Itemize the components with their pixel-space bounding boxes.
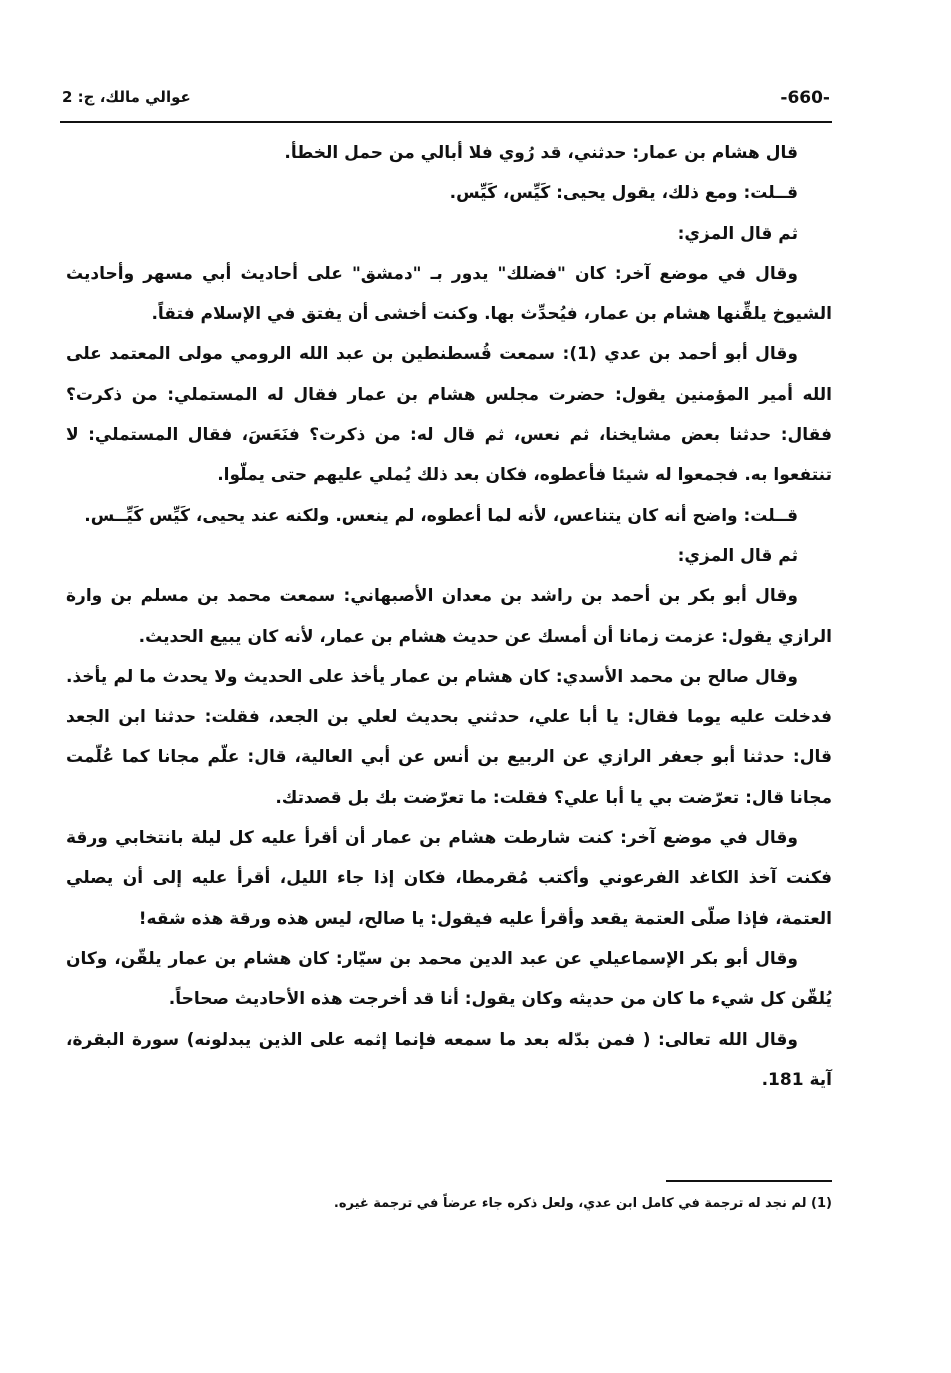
paragraph: قــلت: واضح أنه كان يتناعس، لأنه لما أعطوه، لم ينعس. ولكنه عند يحيى، كَيِّس كَيِّــس. xyxy=(84,505,798,526)
paragraph: قــلت: ومع ذلك، يقول يحيى: كَيِّس، كَيِّس. xyxy=(449,183,798,204)
footnote-divider xyxy=(666,1180,832,1182)
header-divider xyxy=(60,121,832,123)
paragraph: وقال أبو بكر بن أحمد بن راشد بن معدان الأصبهاني: سمعت محمد بن مسلم بن وارة الرازي يقول: عزمت زمانا أن أمسك عن حديث هشام بن عمار، لأنه كان يبيع الحديث. xyxy=(66,586,832,647)
section-heading: ثم قال المزي: xyxy=(677,223,798,244)
page-header xyxy=(62,88,830,118)
paragraph: وقال أبو بكر الإسماعيلي عن عبد الدين محمد بن سيّار: كان هشام بن عمار يلقّن، وكان يُلقّن كل شيء ما كان من حديثه وكان يقول: أنا قد أخرجت هذه الأحاديث صحاحاً. xyxy=(66,948,832,1010)
page-number: -660- xyxy=(780,88,830,108)
main-text xyxy=(66,133,832,1100)
running-title: عوالي مالك، ج: 2 xyxy=(62,88,191,106)
paragraph: وقال صالح بن محمد الأسدي: كان هشام بن عمار يأخذ على الحديث ولا يحدث ما لم يأخذ. فدخلت عليه يوما فقال: يا أبا علي، حدثني بحديث لعلي بن الجعد، فقلت: حدثنا ابن الجعد قال: حدثنا أبو جعفر الرازي عن الربيع بن أنس عن أبي العالية، قال: علّم مجانا كما عُلّمت مجانا قال: تعرّضت بي يا أبا علي؟ فقلت: ما تعرّضت بك بل قصدتك. xyxy=(66,666,832,808)
section-heading: ثم قال المزي: xyxy=(677,545,798,566)
paragraph: قال هشام بن عمار: حدثني، قد رُوي فلا أبالي من حمل الخطأ. xyxy=(284,143,798,163)
footnote: (1) لم نجد له ترجمة في كامل ابن عدي، ولعل ذكره جاء عرضاً في ترجمة غيره. xyxy=(333,1196,832,1211)
paragraph: وقال الله تعالى: ( فمن بدّله بعد ما سمعه فإنما إثمه على الذين يبدلونه) سورة البقرة، آية 181. xyxy=(66,1029,832,1090)
paragraph: وقال في موضع آخر: كان "فضلك" يدور بـ "دمشق" على أحاديث أبي مسهر وأحاديث الشيوخ يلقِّنها هشام بن عمار، فيُحدِّث بها. وكنت أخشى أن يفتق في الإسلام فتقاً. xyxy=(66,263,832,325)
paragraph: وقال أبو أحمد بن عدي (1): سمعت قُسطنطين بن عبد الله الرومي مولى المعتمد على الله أمير المؤمنين يقول: حضرت مجلس هشام بن عمار فقال له المستملي: من ذكرت؟ فقال: حدثنا بعض مشايخنا، ثم نعس، ثم قال له: من ذكرت؟ فنَعَسَ، فقال المستملي: لا تنتفعوا به. فجمعوا له شيئا فأعطوه، فكان بعد ذلك يُملي عليهم حتى يملّوا. xyxy=(66,344,832,486)
paragraph: وقال في موضع آخر: كنت شارطت هشام بن عمار أن أقرأ عليه كل ليلة بانتخابي ورقة فكنت آخذ الكاغد الفرعوني وأكتب مُقرمطا، فكان إذا جاء الليل، أقرأ عليه إلى أن يصلي العتمة، فإذا صلّى العتمة يقعد وأقرأ عليه فيقول: يا صالح، ليس هذه ورقة هذه شقه! xyxy=(66,828,832,929)
